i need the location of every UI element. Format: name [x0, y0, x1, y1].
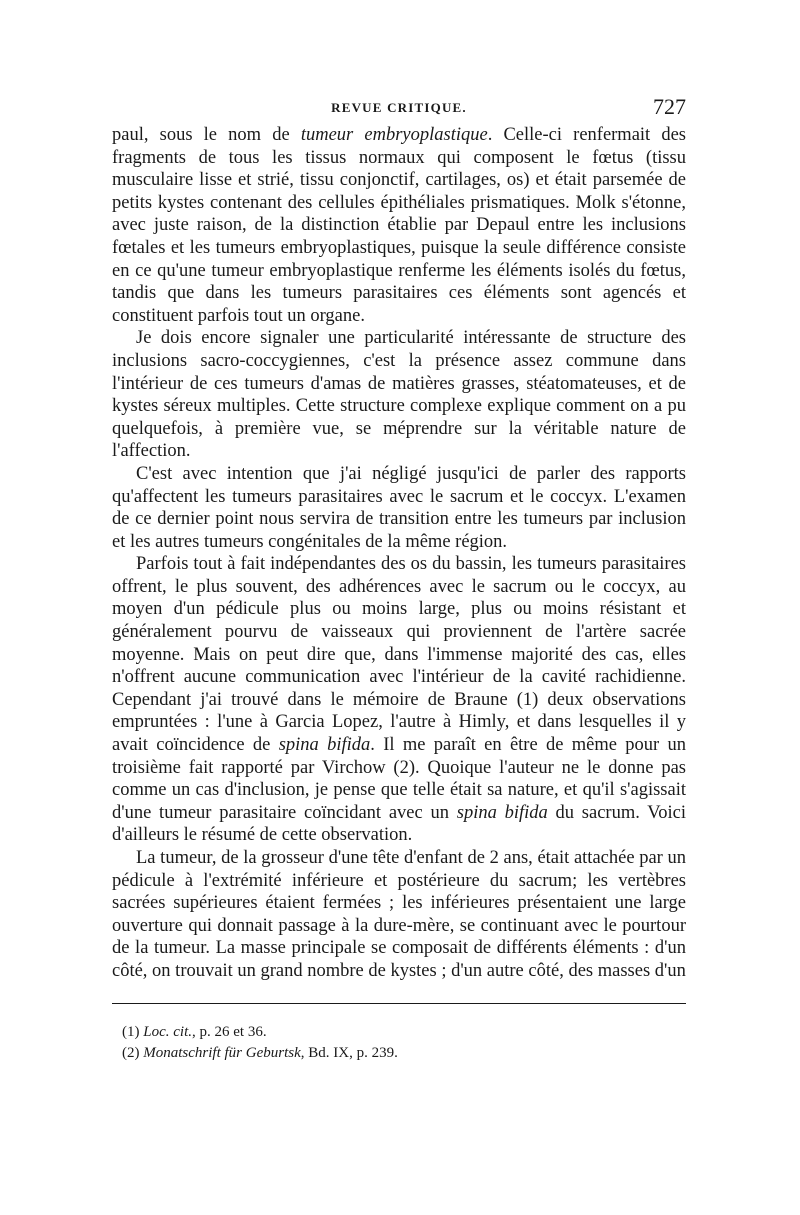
- text-run: paul, sous le nom de: [112, 125, 301, 145]
- italic-text: Loc. cit.: [143, 1023, 192, 1040]
- paragraph: [112, 327, 686, 463]
- text-run: . Celle-ci renfermait des fragments de tous les tissus normaux qui composent le fœtus (tissu musculaire lisse et strié, tissu conjonctif, cartilages, os) et était parsemée de petits kystes contenant des cellules épithéliales prismatiques. Molk s'étonne, avec juste raison, de la distinction établie par Depaul entre les inclusions fœtales et les tumeurs embryoplastiques, puisque la seule différence consiste en ce qu'une tumeur embryoplastique renferme les éléments isolés du fœtus, tandis que dans les tumeurs parasitaires ces éléments sont agencés et constituent parfois tout un organe.: [112, 125, 686, 326]
- page-number: 727: [653, 94, 686, 119]
- running-header: [112, 94, 686, 124]
- italic-text: tumeur embryoplastique: [300, 125, 488, 145]
- running-title: REVUE CRITIQUE.: [331, 100, 467, 115]
- paragraph: [112, 463, 686, 553]
- document-page: [112, 94, 686, 1064]
- text-run: (1): [122, 1023, 144, 1040]
- footnote-separator-rule: [112, 1003, 686, 1004]
- text-run: du sacrum. Voici d'ailleurs le résumé de cette observation.: [112, 802, 686, 846]
- paragraph: [112, 124, 686, 327]
- italic-text: spina bifida: [456, 802, 548, 823]
- paragraph: [112, 847, 686, 983]
- text-run: Je dois encore signaler une particularité intéressante de structure des inclusions sacro-coccygiennes, c'est la présence assez commune dans l'intérieur de ces tumeurs d'amas de matières grasses, stéatomateuses, et de kystes séreux multiples. Cette structure complexe explique comment on a pu quelquefois, à première vue, se méprendre sur la véritable nature de l'affection.: [112, 328, 686, 462]
- footnote: [122, 1043, 686, 1064]
- text-run: (2): [122, 1044, 144, 1061]
- text-run: Parfois tout à fait indépendantes des os du bassin, les tumeurs parasitaires offrent, le plus souvent, des adhérences avec le sacrum ou le coccyx, au moyen d'un pédicule plus ou moins large, plus ou moins résistant et généralement pourvu de vaisseaux qui proviennent de l'artère sacrée moyenne. Mais on peut dire que, dans l'immense majorité des cas, elles n'offrent aucune communication avec l'intérieur de la cavité rachidienne. Cependant j'ai trouvé dans le mémoire de Braune (1) deux observations empruntées : l'une à Garcia Lopez, l'autre à Himly, et dans lesquelles il y avait coïncidence de: [112, 554, 686, 756]
- paragraph: [112, 553, 686, 847]
- italic-text: Monatschrift für Geburtsk: [143, 1044, 301, 1061]
- text-run: C'est avec intention que j'ai négligé jusqu'ici de parler des rapports qu'affectent les tumeurs parasitaires avec le sacrum et le coccyx. L'examen de ce dernier point nous servira de transition entre les tumeurs par inclusion et les autres tumeurs congénitales de la même région.: [112, 463, 686, 552]
- text-run: , p. 26 et 36.: [192, 1023, 267, 1040]
- italic-text: spina bifida: [278, 735, 371, 756]
- footnote: [122, 1022, 686, 1043]
- text-run: La tumeur, de la grosseur d'une tête d'enfant de 2 ans, était attachée par un pédicule à l'extrémité inférieure et postérieure du sacrum; les vertèbres sacrées supérieures étaient fermées ; les inférieures présentaient une large ouverture qui donnait passage à la dure-mère, se continuant avec le pourtour de la tumeur. La masse principale se composait de différents éléments : d'un côté, on trouvait un grand nombre de kystes ; d'un autre côté, des masses d'un: [112, 848, 686, 981]
- footnotes: [112, 1022, 686, 1064]
- body-text: [112, 124, 686, 983]
- text-run: , Bd. IX, p. 239.: [300, 1044, 398, 1061]
- text-run: . Il me paraît en être de même pour un troisième fait rapporté par Virchow (2). Quoique l'auteur ne le donne pas comme un cas d'inclusion, je pense que telle était sa nature, et qu'il s'agissait d'une tumeur parasitaire coïncidant avec un: [112, 735, 687, 823]
